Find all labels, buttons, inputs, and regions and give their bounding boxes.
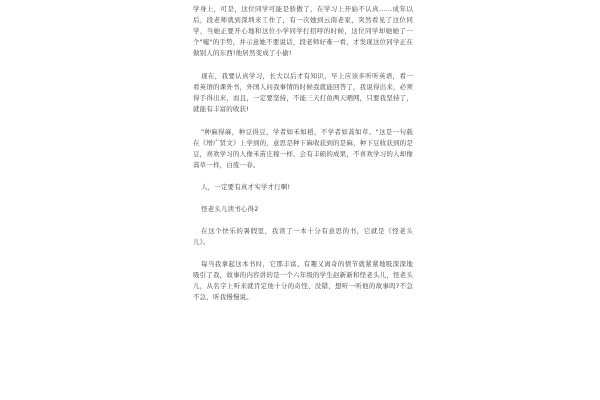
paragraph-5: 在这个快乐的暑假里，我读了一本十分有意思的书，它就是《怪老头儿》。: [193, 227, 413, 246]
paragraph-gap: [193, 193, 413, 204]
paragraph-1: 学身上，可是，这位同学可能是骄傲了，在学习上开始不认真……成年以后，段老师就到深圳来工作了，有一次她到云南老家，突然看见了这位同学，当她正要开心地和这位小学同学打招呼的时候，这位同学却她她了一个"嘘"的手势，并示意她不要说话，段老师好难一看，才发现这位同学正在做别人的东西!他居然变成了小偷!: [193, 5, 413, 57]
paragraph-3: "种麻得麻，种豆得豆，学者如禾如稻，不学者如蒿如草。"这是一句载在《增广贤文》上学到的，意思是种下麻收获到的是麻，种下豆收获到的是豆，喜欢学习的人像禾苗庄稼一样，会有丰硕的成果，不喜欢学习的人却像蒿草一样，白废一春。: [193, 128, 413, 169]
paragraph-gap: [193, 215, 413, 226]
section-heading: 怪老头儿读书心得2: [201, 205, 259, 213]
paragraph-gap: [193, 248, 413, 259]
paragraph-2: 现在，我要认真学习，长大以后才有知识，早上应该多听听英语，看一看英语的课外书，外国人问我事情的时候我就能回答了，我说得出来，必须得手得出来，而且，一定要坚持，不能三天打鱼两天晒网，只要我坚持了，就能有丰富的收获!: [193, 72, 413, 113]
paragraph-6: 每当我拿起这本书时，它那丰富、有趣又离奇的情节就紧紧地吸深深地吸引了我，故事的内容讲的是一个六年级的学生赵新新和怪老头儿，怪老头儿，从名字上听来就肯定他十分的奇怪、没错，想听一听他的故事吗?不急不急，听我慢慢说。: [193, 260, 413, 301]
paragraph-gap: [193, 171, 413, 182]
document-page: [193, 4, 413, 396]
paragraph-gap: [193, 59, 413, 71]
paragraph-4: 人，一定要有真才实学才行啊!: [201, 183, 291, 191]
paragraph-gap: [193, 115, 413, 127]
